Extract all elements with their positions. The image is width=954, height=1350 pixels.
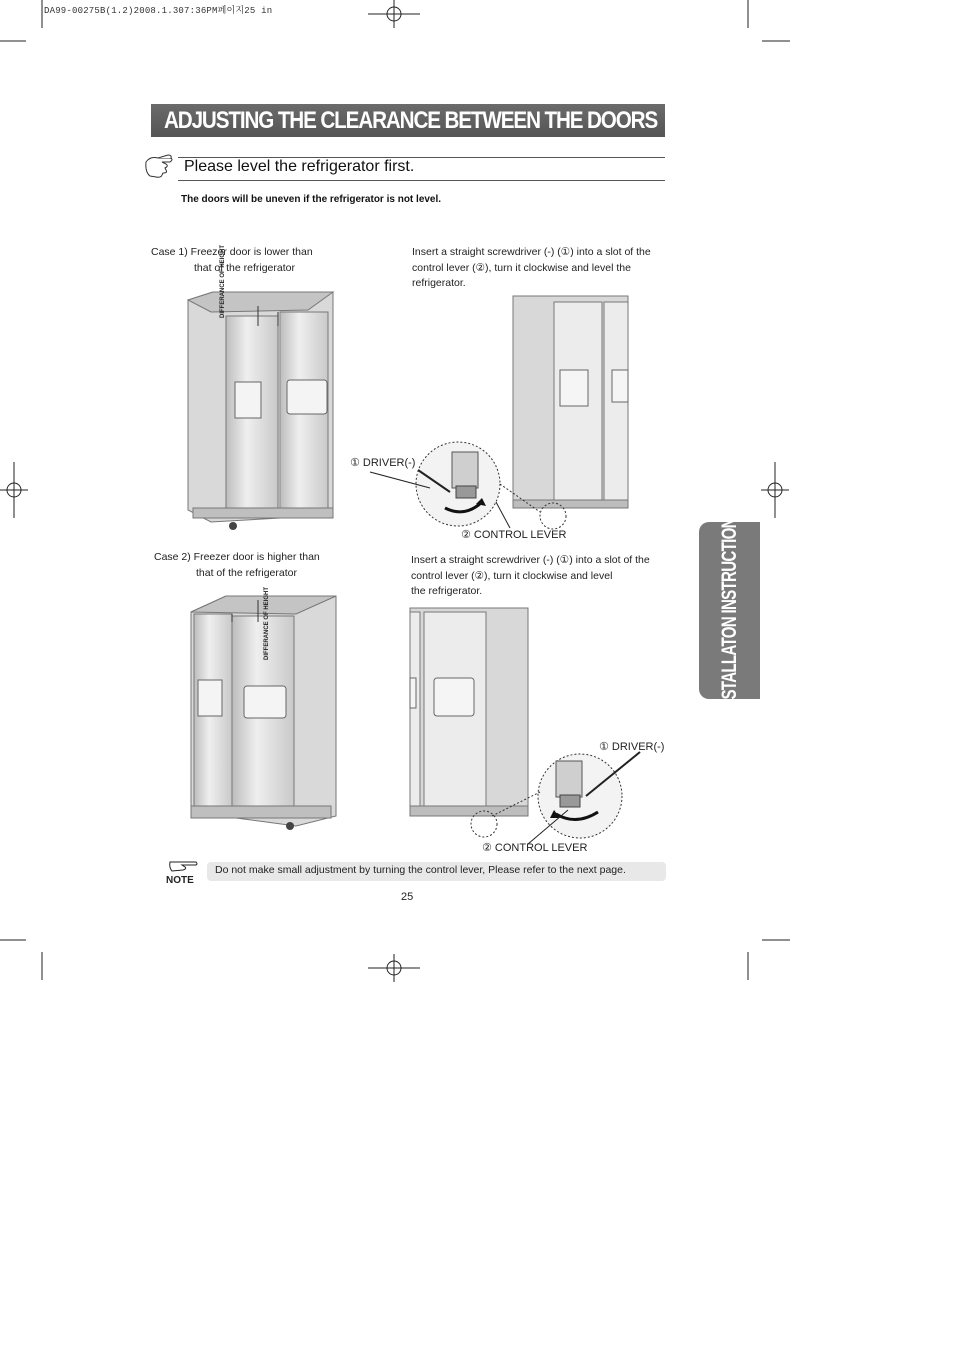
case2-heading <box>154 550 320 581</box>
case1-lever-label: ② CONTROL LEVER <box>461 529 567 541</box>
subheading: Please level the refrigerator first. <box>184 158 415 175</box>
case1-instruction-line2: control lever (②), turn it clockwise and level the <box>412 261 631 274</box>
case1-heading-line1: Case 1) Freezer door is lower than <box>151 246 313 258</box>
case1-instruction-line3: refrigerator. <box>412 277 466 289</box>
pointing-hand-icon <box>144 152 178 180</box>
case1-heading-line2: that of the refrigerator <box>194 261 295 274</box>
case2-heading-line2: that of the refrigerator <box>196 566 297 579</box>
case1-height-label: DIFFERANCE OF HEIGHT <box>220 245 226 318</box>
case1-refrigerator-illustration <box>183 290 343 530</box>
subheading-rule-bottom <box>178 180 665 181</box>
warning-text: The doors will be uneven if the refrigerator is not level. <box>181 194 442 205</box>
case2-instruction-line2: control lever (②), turn it clockwise and level <box>411 569 613 582</box>
case2-lever-label: ② CONTROL LEVER <box>482 842 588 854</box>
case2-height-label: DIFFERANCE OF HEIGHT <box>264 587 270 660</box>
case2-heading-line1: Case 2) Freezer door is higher than <box>154 551 320 563</box>
side-tab <box>699 508 760 713</box>
case1-heading <box>151 245 313 276</box>
case1-instruction-line1: Insert a straight screwdriver (-) (①) into a slot of the <box>412 246 651 258</box>
case2-instruction-line1: Insert a straight screwdriver (-) (①) into a slot of the <box>411 554 650 566</box>
page-title: ADJUSTING THE CLEARANCE BETWEEN THE DOORS <box>164 107 658 134</box>
note-hand-icon <box>168 858 200 874</box>
case2-instruction-line3: the refrigerator. <box>411 585 483 597</box>
note-text: Do not make small adjustment by turning the control lever, Please refer to the next page. <box>215 864 626 876</box>
print-header: DA99-00275B(1.2)2008.1.307:36PM페이지25 in <box>44 6 273 16</box>
case2-adjustment-illustration <box>408 606 668 856</box>
note-box <box>207 862 666 881</box>
title-bar <box>151 104 665 137</box>
page-number: 25 <box>401 891 414 903</box>
case1-adjustment-illustration <box>410 292 640 532</box>
side-tab-label: INSTALLATON INSTRUCTIONS <box>717 508 741 713</box>
note-label: NOTE <box>166 875 194 886</box>
case1-driver-label: ① DRIVER(-) <box>350 457 416 469</box>
case1-instruction <box>412 245 651 292</box>
case2-driver-label: ① DRIVER(-) <box>599 741 665 753</box>
case2-instruction <box>411 553 650 600</box>
